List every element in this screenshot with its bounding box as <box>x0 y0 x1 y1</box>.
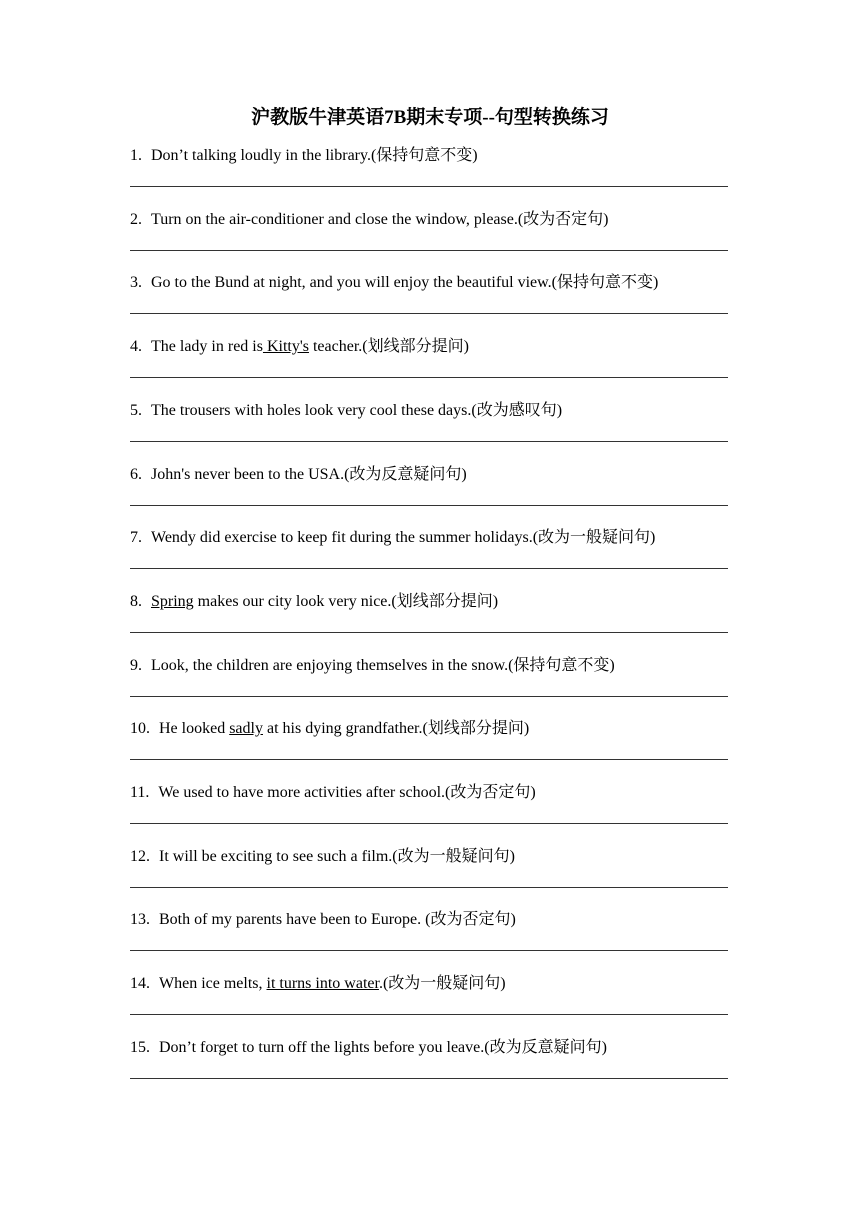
question-segment: He looked <box>159 720 230 738</box>
question-text <box>130 1037 607 1059</box>
answer-line[interactable] <box>130 823 728 824</box>
question-segment: Don’t forget to turn off the lights before you leave.(改为反意疑问句) <box>159 1038 607 1056</box>
question-item <box>130 1037 730 1101</box>
question-text <box>130 209 609 231</box>
question-text <box>130 336 469 358</box>
answer-line[interactable] <box>130 377 728 378</box>
question-number: 12. <box>130 847 150 865</box>
question-text <box>130 464 467 486</box>
question-number: 11. <box>130 784 150 801</box>
question-segment: .(改为一般疑问句) <box>378 975 506 993</box>
question-segment: It will be exciting to see such a film.(改为一般疑问句) <box>159 847 515 865</box>
question-item <box>130 209 730 273</box>
answer-line[interactable] <box>130 759 728 760</box>
question-item <box>130 655 730 719</box>
question-segment: at his dying grandfather.(划线部分提问) <box>262 720 530 738</box>
question-segment: The lady in red is <box>151 338 263 356</box>
question-number: 10. <box>130 720 150 738</box>
question-item <box>130 909 730 973</box>
underlined-phrase: it turns into water <box>266 975 379 993</box>
question-number: 15. <box>130 1038 150 1056</box>
question-number: 4. <box>130 338 142 356</box>
answer-line[interactable] <box>130 696 728 697</box>
question-number: 3. <box>130 274 142 292</box>
question-text <box>130 145 478 167</box>
question-number: 5. <box>130 401 142 419</box>
question-segment: teacher.(划线部分提问) <box>308 338 469 356</box>
question-text <box>130 846 515 868</box>
question-number: 7. <box>130 529 142 547</box>
question-number: 13. <box>130 911 150 929</box>
question-number: 1. <box>130 147 142 164</box>
question-item <box>130 782 730 846</box>
answer-line[interactable] <box>130 186 728 187</box>
answer-line[interactable] <box>130 568 728 569</box>
question-segment: Both of my parents have been to Europe. (改为否定句) <box>159 911 516 929</box>
question-text <box>130 718 529 740</box>
underlined-phrase: Kitty's <box>262 338 309 356</box>
question-number: 6. <box>130 465 142 483</box>
question-segment: Turn on the air-conditioner and close the window, please.(改为否定句) <box>151 210 609 228</box>
answer-line[interactable] <box>130 250 728 251</box>
question-segment: The trousers with holes look very cool these days.(改为感叹句) <box>151 401 563 419</box>
answer-line[interactable] <box>130 505 728 506</box>
underlined-phrase: Spring <box>151 592 194 610</box>
question-number: 14. <box>130 975 150 993</box>
answer-line[interactable] <box>130 887 728 888</box>
question-segment: makes our city look very nice.(划线部分提问) <box>193 592 499 610</box>
question-segment: Look, the children are enjoying themselves in the snow.(保持句意不变) <box>151 656 615 674</box>
question-segment: Wendy did exercise to keep fit during the summer holidays.(改为一般疑问句) <box>151 529 656 547</box>
underlined-phrase: sadly <box>229 720 263 738</box>
answer-line[interactable] <box>130 950 728 951</box>
question-segment: When ice melts, <box>159 975 267 993</box>
question-item <box>130 973 730 1037</box>
question-item <box>130 272 730 336</box>
question-item <box>130 336 730 400</box>
question-number: 9. <box>130 656 142 674</box>
question-item <box>130 591 730 655</box>
question-text <box>130 655 615 677</box>
question-text <box>130 909 516 931</box>
question-text <box>130 400 562 422</box>
question-item <box>130 718 730 782</box>
answer-line[interactable] <box>130 441 728 442</box>
question-text <box>130 973 506 995</box>
question-text <box>130 272 658 294</box>
question-text <box>130 591 498 613</box>
answer-line[interactable] <box>130 313 728 314</box>
question-item <box>130 846 730 910</box>
question-segment: Go to the Bund at night, and you will enjoy the beautiful view.(保持句意不变) <box>151 274 659 292</box>
question-text <box>130 527 655 549</box>
question-item <box>130 464 730 528</box>
answer-line[interactable] <box>130 1014 728 1015</box>
question-item <box>130 145 730 209</box>
question-item <box>130 400 730 464</box>
question-number: 8. <box>130 592 142 610</box>
page-title: 沪教版牛津英语7B期末专项--句型转换练习 <box>251 107 609 128</box>
answer-line[interactable] <box>130 632 728 633</box>
answer-line[interactable] <box>130 1078 728 1079</box>
question-segment: Don’t talking loudly in the library.(保持句意不变) <box>151 147 478 164</box>
question-item <box>130 527 730 591</box>
question-segment: John's never been to the USA.(改为反意疑问句) <box>151 465 467 483</box>
question-number: 2. <box>130 210 142 228</box>
question-text <box>130 782 536 804</box>
question-segment: We used to have more activities after school.(改为否定句) <box>158 784 536 801</box>
